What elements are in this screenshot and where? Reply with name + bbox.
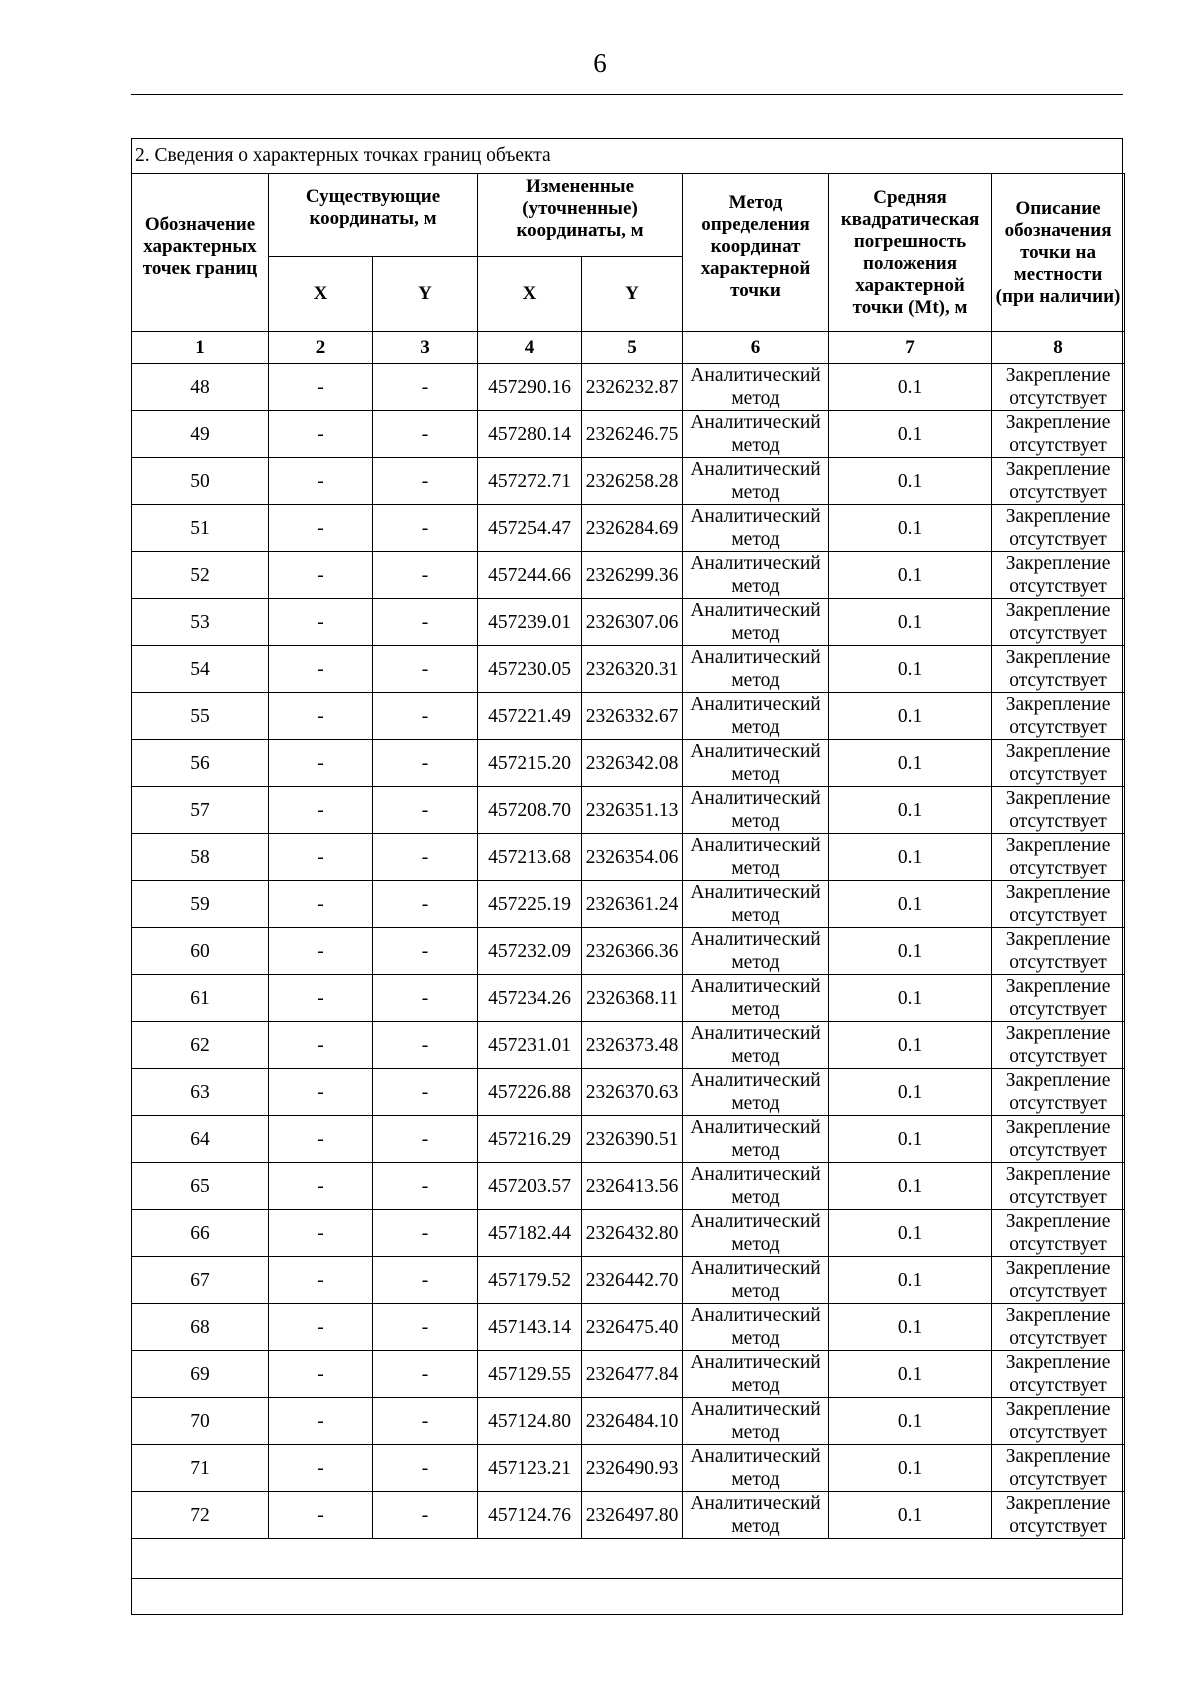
cell-point: 67: [132, 1257, 269, 1304]
cell-y: 2326284.69: [582, 505, 683, 552]
cell-x: 457208.70: [478, 787, 582, 834]
cell-description: Закрепление отсутствует: [992, 411, 1125, 458]
cell-x: 457234.26: [478, 975, 582, 1022]
cell-error: 0.1: [829, 740, 992, 787]
cell-existing-y: -: [373, 458, 478, 505]
cell-description: Закрепление отсутствует: [992, 740, 1125, 787]
table-row: [132, 693, 1125, 740]
cell-description: Закрепление отсутствует: [992, 928, 1125, 975]
cell-description: Закрепление отсутствует: [992, 693, 1125, 740]
cell-existing-y: -: [373, 693, 478, 740]
cell-error: 0.1: [829, 364, 992, 411]
cell-existing-x: -: [269, 787, 373, 834]
cell-existing-y: -: [373, 1304, 478, 1351]
cell-existing-y: -: [373, 1257, 478, 1304]
cell-error: 0.1: [829, 975, 992, 1022]
cell-point: 53: [132, 599, 269, 646]
header-method: Метод определения координат характерной точки: [683, 174, 829, 332]
cell-x: 457254.47: [478, 505, 582, 552]
cell-method: Аналитический метод: [683, 975, 829, 1022]
cell-y: 2326361.24: [582, 881, 683, 928]
cell-error: 0.1: [829, 693, 992, 740]
cell-method: Аналитический метод: [683, 458, 829, 505]
cell-point: 48: [132, 364, 269, 411]
cell-existing-y: -: [373, 505, 478, 552]
cell-y: 2326497.80: [582, 1492, 683, 1539]
cell-x: 457123.21: [478, 1445, 582, 1492]
cell-x: 457244.66: [478, 552, 582, 599]
cell-x: 457221.49: [478, 693, 582, 740]
cell-method: Аналитический метод: [683, 1116, 829, 1163]
cell-description: Закрепление отсутствует: [992, 975, 1125, 1022]
cell-method: Аналитический метод: [683, 1022, 829, 1069]
cell-existing-x: -: [269, 1351, 373, 1398]
cell-existing-y: -: [373, 1069, 478, 1116]
cell-existing-x: -: [269, 928, 373, 975]
cell-y: 2326475.40: [582, 1304, 683, 1351]
cell-method: Аналитический метод: [683, 646, 829, 693]
cell-point: 59: [132, 881, 269, 928]
table-row: [132, 458, 1125, 505]
cell-method: Аналитический метод: [683, 1398, 829, 1445]
cell-point: 58: [132, 834, 269, 881]
cell-point: 54: [132, 646, 269, 693]
cell-point: 69: [132, 1351, 269, 1398]
cell-existing-x: -: [269, 740, 373, 787]
cell-existing-y: -: [373, 787, 478, 834]
cell-point: 51: [132, 505, 269, 552]
table-row: [132, 505, 1125, 552]
cell-error: 0.1: [829, 458, 992, 505]
cell-x: 457124.76: [478, 1492, 582, 1539]
cell-y: 2326332.67: [582, 693, 683, 740]
cell-existing-x: -: [269, 1257, 373, 1304]
table-row: [132, 881, 1125, 928]
cell-existing-y: -: [373, 1492, 478, 1539]
cell-existing-y: -: [373, 975, 478, 1022]
cell-description: Закрепление отсутствует: [992, 1398, 1125, 1445]
table-row: [132, 1022, 1125, 1069]
cell-method: Аналитический метод: [683, 834, 829, 881]
cell-method: Аналитический метод: [683, 1257, 829, 1304]
cell-error: 0.1: [829, 881, 992, 928]
cell-description: Закрепление отсутствует: [992, 1304, 1125, 1351]
column-number: 4: [478, 332, 582, 364]
cell-existing-y: -: [373, 740, 478, 787]
cell-point: 56: [132, 740, 269, 787]
cell-method: Аналитический метод: [683, 599, 829, 646]
cell-error: 0.1: [829, 1022, 992, 1069]
cell-existing-x: -: [269, 458, 373, 505]
cell-error: 0.1: [829, 928, 992, 975]
cell-error: 0.1: [829, 1210, 992, 1257]
table-row: [132, 1492, 1125, 1539]
cell-description: Закрепление отсутствует: [992, 1492, 1125, 1539]
table-row: [132, 599, 1125, 646]
cell-description: Закрепление отсутствует: [992, 787, 1125, 834]
cell-description: Закрепление отсутствует: [992, 834, 1125, 881]
cell-existing-y: -: [373, 1022, 478, 1069]
header-existing-x: X: [269, 257, 373, 332]
table-row: [132, 975, 1125, 1022]
cell-existing-y: -: [373, 1210, 478, 1257]
cell-existing-y: -: [373, 928, 478, 975]
cell-method: Аналитический метод: [683, 552, 829, 599]
cell-method: Аналитический метод: [683, 740, 829, 787]
cell-existing-x: -: [269, 834, 373, 881]
cell-existing-y: -: [373, 364, 478, 411]
cell-x: 457216.29: [478, 1116, 582, 1163]
column-number-row: [132, 332, 1125, 364]
table-row: [132, 834, 1125, 881]
table-row: [132, 411, 1125, 458]
cell-existing-y: -: [373, 1398, 478, 1445]
cell-point: 68: [132, 1304, 269, 1351]
cell-y: 2326390.51: [582, 1116, 683, 1163]
cell-y: 2326307.06: [582, 599, 683, 646]
table-row: [132, 1116, 1125, 1163]
cell-error: 0.1: [829, 1492, 992, 1539]
header-description: Описание обозначения точки на местности (при наличии): [992, 174, 1125, 332]
cell-x: 457239.01: [478, 599, 582, 646]
cell-y: 2326232.87: [582, 364, 683, 411]
boundary-points-table: [131, 173, 1125, 1539]
cell-description: Закрепление отсутствует: [992, 646, 1125, 693]
cell-error: 0.1: [829, 834, 992, 881]
cell-error: 0.1: [829, 1116, 992, 1163]
cell-method: Аналитический метод: [683, 1069, 829, 1116]
cell-description: Закрепление отсутствует: [992, 1445, 1125, 1492]
cell-x: 457182.44: [478, 1210, 582, 1257]
cell-point: 62: [132, 1022, 269, 1069]
cell-description: Закрепление отсутствует: [992, 1210, 1125, 1257]
cell-y: 2326490.93: [582, 1445, 683, 1492]
cell-description: Закрепление отсутствует: [992, 1163, 1125, 1210]
table-row: [132, 364, 1125, 411]
cell-y: 2326320.31: [582, 646, 683, 693]
cell-existing-x: -: [269, 1116, 373, 1163]
cell-description: Закрепление отсутствует: [992, 1069, 1125, 1116]
cell-point: 50: [132, 458, 269, 505]
table-row: [132, 1069, 1125, 1116]
cell-existing-y: -: [373, 834, 478, 881]
table-row: [132, 928, 1125, 975]
cell-x: 457290.16: [478, 364, 582, 411]
cell-point: 70: [132, 1398, 269, 1445]
table-row: [132, 646, 1125, 693]
cell-x: 457213.68: [478, 834, 582, 881]
header-existing-coords: Существующие координаты, м: [269, 174, 478, 257]
cell-point: 52: [132, 552, 269, 599]
cell-existing-x: -: [269, 411, 373, 458]
cell-existing-x: -: [269, 646, 373, 693]
cell-x: 457280.14: [478, 411, 582, 458]
cell-x: 457143.14: [478, 1304, 582, 1351]
cell-y: 2326354.06: [582, 834, 683, 881]
cell-error: 0.1: [829, 599, 992, 646]
header-point-designation: Обозначение характерных точек границ: [132, 174, 269, 332]
cell-existing-y: -: [373, 1351, 478, 1398]
column-number: 7: [829, 332, 992, 364]
header-changed-x: X: [478, 257, 582, 332]
cell-y: 2326477.84: [582, 1351, 683, 1398]
cell-error: 0.1: [829, 1351, 992, 1398]
cell-description: Закрепление отсутствует: [992, 1116, 1125, 1163]
cell-method: Аналитический метод: [683, 1492, 829, 1539]
header-changed-y: Y: [582, 257, 683, 332]
cell-existing-x: -: [269, 1304, 373, 1351]
cell-description: Закрепление отсутствует: [992, 1351, 1125, 1398]
cell-y: 2326370.63: [582, 1069, 683, 1116]
cell-point: 72: [132, 1492, 269, 1539]
cell-y: 2326351.13: [582, 787, 683, 834]
cell-point: 55: [132, 693, 269, 740]
cell-x: 457230.05: [478, 646, 582, 693]
cell-x: 457179.52: [478, 1257, 582, 1304]
cell-point: 63: [132, 1069, 269, 1116]
table-row: [132, 1445, 1125, 1492]
cell-x: 457225.19: [478, 881, 582, 928]
cell-method: Аналитический метод: [683, 1304, 829, 1351]
cell-existing-y: -: [373, 1163, 478, 1210]
cell-existing-x: -: [269, 1069, 373, 1116]
cell-x: 457203.57: [478, 1163, 582, 1210]
column-number: 8: [992, 332, 1125, 364]
cell-existing-x: -: [269, 505, 373, 552]
cell-existing-x: -: [269, 1210, 373, 1257]
table-row: [132, 787, 1125, 834]
cell-error: 0.1: [829, 1257, 992, 1304]
cell-method: Аналитический метод: [683, 881, 829, 928]
cell-point: 64: [132, 1116, 269, 1163]
column-number: 3: [373, 332, 478, 364]
cell-point: 61: [132, 975, 269, 1022]
header-error: Средняя квадратическая погрешность положения характерной точки (Mt), м: [829, 174, 992, 332]
cell-existing-y: -: [373, 1445, 478, 1492]
table-row: [132, 1163, 1125, 1210]
cell-existing-x: -: [269, 1445, 373, 1492]
cell-method: Аналитический метод: [683, 505, 829, 552]
cell-y: 2326366.36: [582, 928, 683, 975]
cell-point: 66: [132, 1210, 269, 1257]
header-existing-y: Y: [373, 257, 478, 332]
page-number: 6: [593, 48, 607, 78]
cell-x: 457272.71: [478, 458, 582, 505]
cell-y: 2326299.36: [582, 552, 683, 599]
cell-description: Закрепление отсутствует: [992, 505, 1125, 552]
cell-error: 0.1: [829, 411, 992, 458]
cell-existing-y: -: [373, 552, 478, 599]
table-row: [132, 552, 1125, 599]
table-row: [132, 1351, 1125, 1398]
table-row: [132, 1210, 1125, 1257]
cell-x: 457124.80: [478, 1398, 582, 1445]
cell-existing-x: -: [269, 1022, 373, 1069]
cell-existing-x: -: [269, 1163, 373, 1210]
cell-description: Закрепление отсутствует: [992, 1022, 1125, 1069]
cell-error: 0.1: [829, 1163, 992, 1210]
cell-y: 2326413.56: [582, 1163, 683, 1210]
table-row: [132, 740, 1125, 787]
cell-point: 49: [132, 411, 269, 458]
column-number: 6: [683, 332, 829, 364]
cell-method: Аналитический метод: [683, 787, 829, 834]
cell-existing-x: -: [269, 364, 373, 411]
cell-existing-x: -: [269, 881, 373, 928]
cell-y: 2326368.11: [582, 975, 683, 1022]
cell-description: Закрепление отсутствует: [992, 552, 1125, 599]
cell-error: 0.1: [829, 552, 992, 599]
cell-description: Закрепление отсутствует: [992, 881, 1125, 928]
cell-y: 2326442.70: [582, 1257, 683, 1304]
cell-existing-y: -: [373, 411, 478, 458]
cell-point: 71: [132, 1445, 269, 1492]
cell-error: 0.1: [829, 1069, 992, 1116]
cell-existing-y: -: [373, 1116, 478, 1163]
cell-method: Аналитический метод: [683, 411, 829, 458]
cell-method: Аналитический метод: [683, 364, 829, 411]
cell-existing-x: -: [269, 552, 373, 599]
cell-method: Аналитический метод: [683, 1163, 829, 1210]
cell-error: 0.1: [829, 1398, 992, 1445]
cell-description: Закрепление отсутствует: [992, 364, 1125, 411]
column-number: 2: [269, 332, 373, 364]
cell-x: 457215.20: [478, 740, 582, 787]
cell-method: Аналитический метод: [683, 1351, 829, 1398]
cell-y: 2326373.48: [582, 1022, 683, 1069]
cell-y: 2326258.28: [582, 458, 683, 505]
cell-existing-x: -: [269, 599, 373, 646]
cell-existing-y: -: [373, 646, 478, 693]
cell-y: 2326484.10: [582, 1398, 683, 1445]
header-rule: [131, 94, 1123, 95]
cell-x: 457231.01: [478, 1022, 582, 1069]
cell-existing-y: -: [373, 599, 478, 646]
cell-x: 457232.09: [478, 928, 582, 975]
cell-y: 2326246.75: [582, 411, 683, 458]
cell-existing-y: -: [373, 881, 478, 928]
table-row: [132, 1257, 1125, 1304]
cell-y: 2326432.80: [582, 1210, 683, 1257]
cell-y: 2326342.08: [582, 740, 683, 787]
section-title: 2. Сведения о характерных точках границ объекта: [135, 145, 551, 166]
table-row: [132, 1304, 1125, 1351]
cell-point: 65: [132, 1163, 269, 1210]
cell-error: 0.1: [829, 787, 992, 834]
table-row: [132, 1398, 1125, 1445]
column-number: 1: [132, 332, 269, 364]
column-number: 5: [582, 332, 683, 364]
cell-existing-x: -: [269, 1398, 373, 1445]
header-changed-coords: Измененные (уточненные) координаты, м: [478, 174, 683, 257]
cell-point: 57: [132, 787, 269, 834]
cell-x: 457129.55: [478, 1351, 582, 1398]
cell-existing-x: -: [269, 693, 373, 740]
table-bottom-rule: [131, 1578, 1123, 1579]
cell-existing-x: -: [269, 1492, 373, 1539]
cell-error: 0.1: [829, 646, 992, 693]
cell-description: Закрепление отсутствует: [992, 1257, 1125, 1304]
cell-description: Закрепление отсутствует: [992, 599, 1125, 646]
cell-method: Аналитический метод: [683, 1445, 829, 1492]
cell-point: 60: [132, 928, 269, 975]
cell-x: 457226.88: [478, 1069, 582, 1116]
cell-error: 0.1: [829, 505, 992, 552]
cell-method: Аналитический метод: [683, 1210, 829, 1257]
cell-method: Аналитический метод: [683, 928, 829, 975]
cell-error: 0.1: [829, 1304, 992, 1351]
cell-method: Аналитический метод: [683, 693, 829, 740]
cell-existing-x: -: [269, 975, 373, 1022]
cell-error: 0.1: [829, 1445, 992, 1492]
cell-description: Закрепление отсутствует: [992, 458, 1125, 505]
